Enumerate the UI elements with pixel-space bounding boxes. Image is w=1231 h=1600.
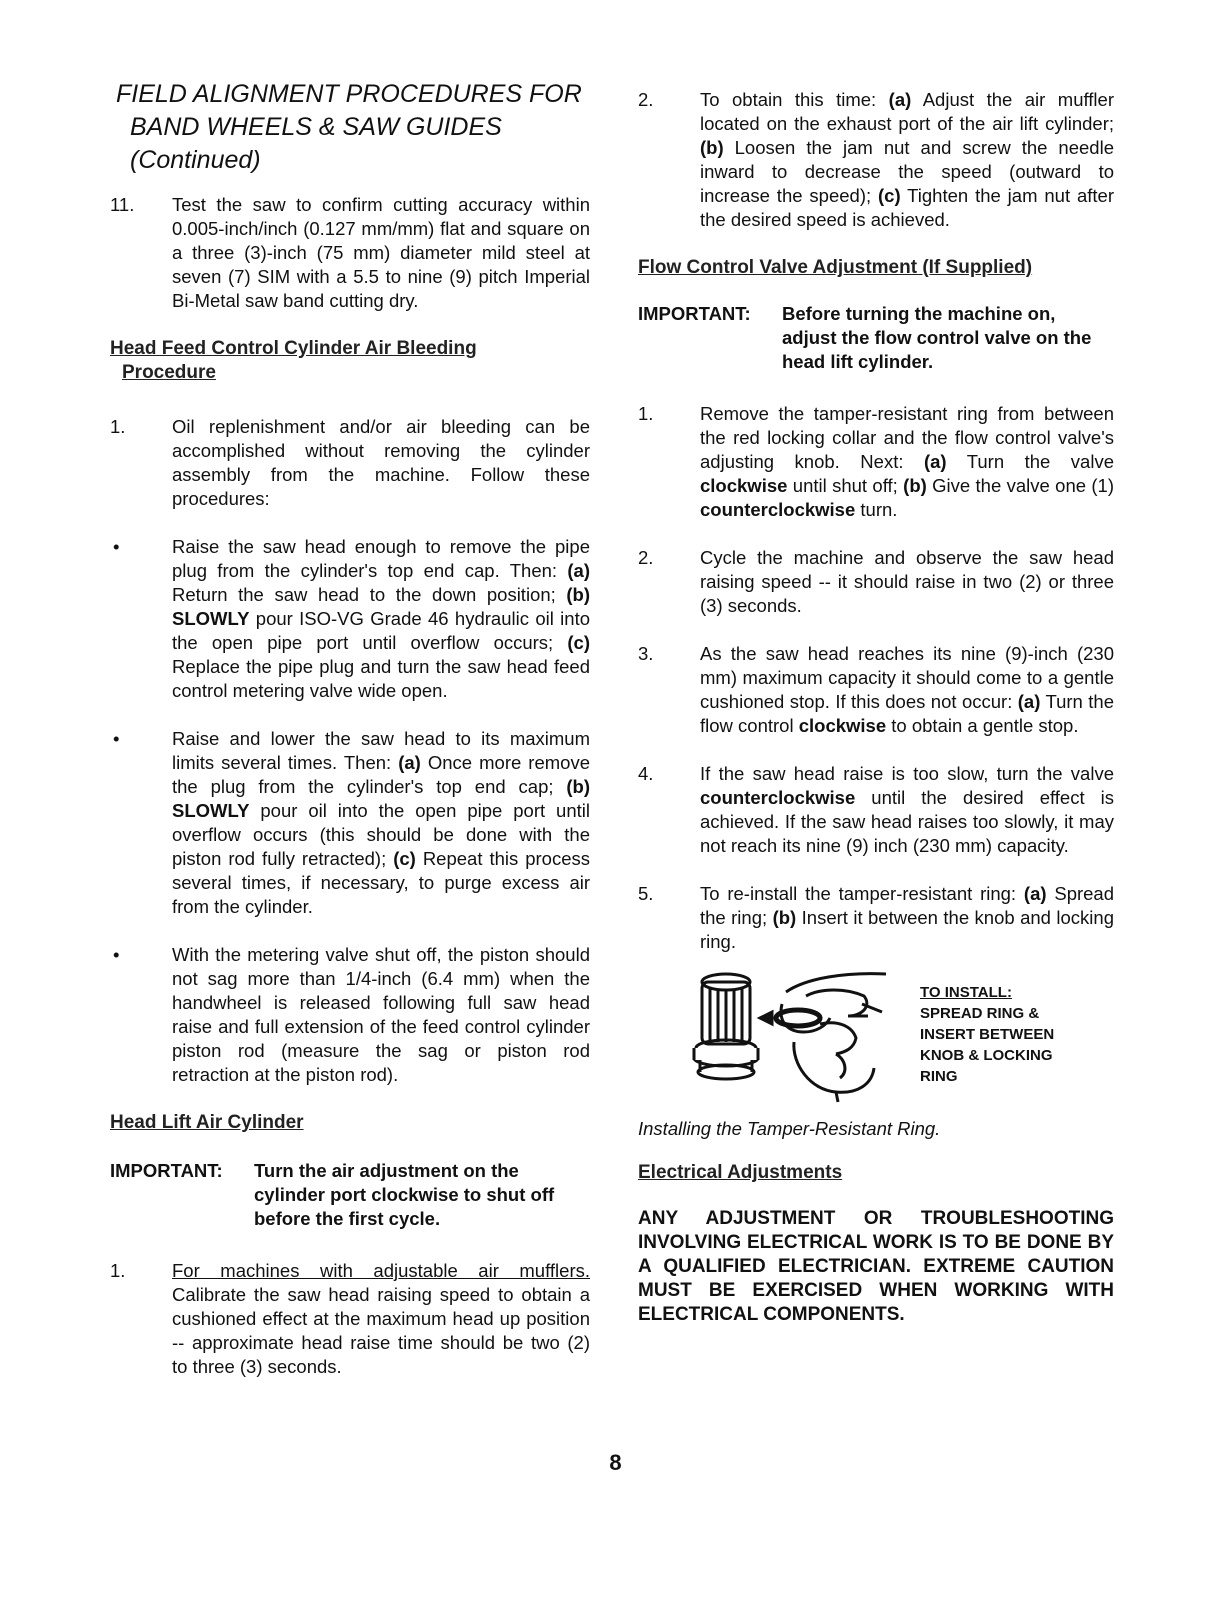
important-note-flow [638,302,1114,374]
page-number: 8 [609,1450,622,1475]
step-number: 3. [638,643,654,664]
title-line-2: BAND WHEELS & SAW GUIDES [130,113,502,141]
section-title [116,78,590,177]
step-number: 2. [638,89,654,110]
flow-step-4 [638,762,1114,858]
install-note-line-5: RING [920,1068,958,1085]
step-text: As the saw head reaches its nine (9)-inch (230 mm) maximum capacity it should come to a gentle cushioned stop. If this does not occur: (a) Turn the flow control clockwise to obtain a gentle stop. [700,643,1114,736]
step-number: 5. [638,883,654,904]
heading-air-bleeding [110,337,590,385]
heading-line-2: Procedure [122,362,216,383]
flow-step-3 [638,642,1114,738]
heading-line-1: Head Feed Control Cylinder Air Bleeding [110,338,477,359]
step-text: If the saw head raise is too slow, turn the valve counterclockwise until the desired effect is achieved. If the saw head raises too slowly, it may not reach its nine (9) inch (230 mm) capacity. [700,763,1114,856]
heading-electrical: Electrical Adjustments [638,1162,843,1183]
step-number: 2. [638,547,654,568]
step-text: Remove the tamper-resistant ring from between the red locking collar and the flow control valve's adjusting knob. Next: (a) Turn the valve clockwise until shut off; (b) Give the valve one (1) counterclockwise turn. [700,403,1115,520]
bullet-text: Raise the saw head enough to remove the pipe plug from the cylinder's top end cap. Then: (a) Return the saw head to the down position; (b) SLOWLY pour ISO-VG Grade 46 hydraulic oil into the open pipe port until overflow occurs; (c) Replace the pipe plug and turn the saw head feed control metering valve wide open. [172,536,590,701]
install-note-line-3: INSERT BETWEEN [920,1026,1055,1043]
step-text: To re-install the tamper-resistant ring: (a) Spread the ring; (b) Insert it between the knob and locking ring. [700,883,1115,952]
important-message: Before turning the machine on, adjust the flow control valve on the head lift cylinder. [782,303,1092,372]
flow-step-5 [638,882,1114,954]
left-column [110,78,590,1403]
bullet-icon: • [113,536,120,557]
step-text: To obtain this time: (a) Adjust the air muffler located on the exhaust port of the air lift cylinder; (b) Loosen the jam nut and screw the needle inward to decrease the speed (outward to increase the speed); (c) Tighten the jam nut after the desired speed is achieved. [700,89,1114,230]
lift-step-2 [638,88,1114,232]
step-number: 1. [638,403,654,424]
title-line-3: (Continued) [130,146,261,174]
bleed-bullet-2 [110,727,590,919]
step-text: Oil replenishment and/or air bleeding can be accomplished without removing the cylinder assembly from the machine. Follow these procedures: [172,416,590,509]
bullet-icon: • [113,944,120,965]
important-label: IMPORTANT: [638,303,751,324]
insert-arrow-icon [760,1012,772,1024]
step-text: For machines with adjustable air mufflers. Calibrate the saw head raising speed to obtain a cushioned effect at the maximum head up position -- approximate head raise time should be two (2) to three (3) seconds. [172,1260,590,1377]
heading-flow-control: Flow Control Valve Adjustment (If Supplied) [638,257,1033,278]
install-note-line-4: KNOB & LOCKING [920,1047,1053,1064]
title-line-1: FIELD ALIGNMENT PROCEDURES FOR [116,80,582,108]
bullet-text: Raise and lower the saw head to its maximum limits several times. Then: (a) Once more remove the plug from the cylinder's top end cap; (b) SLOWLY pour oil into the open pipe port until overflow occurs (this should be done with the piston rod fully retracted); (c) Repeat this process several times, if necessary, to purge excess air from the cylinder. [172,728,590,917]
flow-step-2 [638,546,1114,618]
bleed-bullet-3 [110,943,590,1087]
step-number: 1. [110,416,126,437]
important-label: IMPORTANT: [110,1160,223,1181]
valve-and-hand-illustration [686,960,916,1105]
step-text: Cycle the machine and observe the saw head raising speed -- it should raise in two (2) or three (3) seconds. [700,547,1114,616]
important-message: Turn the air adjustment on the cylinder port clockwise to shut off before the first cycle. [254,1160,555,1229]
bullet-icon: • [113,728,120,749]
electrical-warning: ANY ADJUSTMENT OR TROUBLESHOOTING INVOLVING ELECTRICAL WORK IS TO BE DONE BY A QUALIFIED ELECTRICIAN. EXTREME CAUTION MUST BE EXERCISED WHEN WORKING WITH ELECTRICAL COMPONENTS. [638,1208,1114,1325]
bleed-step-1 [110,415,590,511]
bleed-bullet-1 [110,535,590,703]
step-text: Test the saw to confirm cutting accuracy within 0.005-inch/inch (0.127 mm/mm) flat and square on a three (3)-inch (75 mm) diameter mild steel at seven (7) SIM with a 5.5 to nine (9) pitch Imperial Bi-Metal saw band cutting dry. [172,194,590,311]
heading-head-lift: Head Lift Air Cylinder [110,1112,304,1133]
right-column [638,88,1114,1327]
step-number: 1. [110,1260,126,1281]
install-note-line-2: SPREAD RING & [920,1005,1040,1022]
step-number: 4. [638,763,654,784]
install-note [920,982,1054,1087]
step-11 [110,193,590,313]
tamper-ring-figure [638,960,1114,1105]
flow-step-1 [638,402,1114,522]
step-number: 11. [110,194,135,215]
bullet-text: With the metering valve shut off, the piston should not sag more than 1/4-inch (6.4 mm) when the handwheel is released following full saw head raise and full extension of the feed control cylinder piston rod (measure the sag or piston rod retraction at the piston rod). [172,944,590,1085]
lift-step-1 [110,1259,590,1379]
figure-caption: Installing the Tamper-Resistant Ring. [638,1118,941,1139]
important-note-lift [110,1159,590,1231]
install-note-line-1: TO INSTALL: [920,984,1012,1001]
